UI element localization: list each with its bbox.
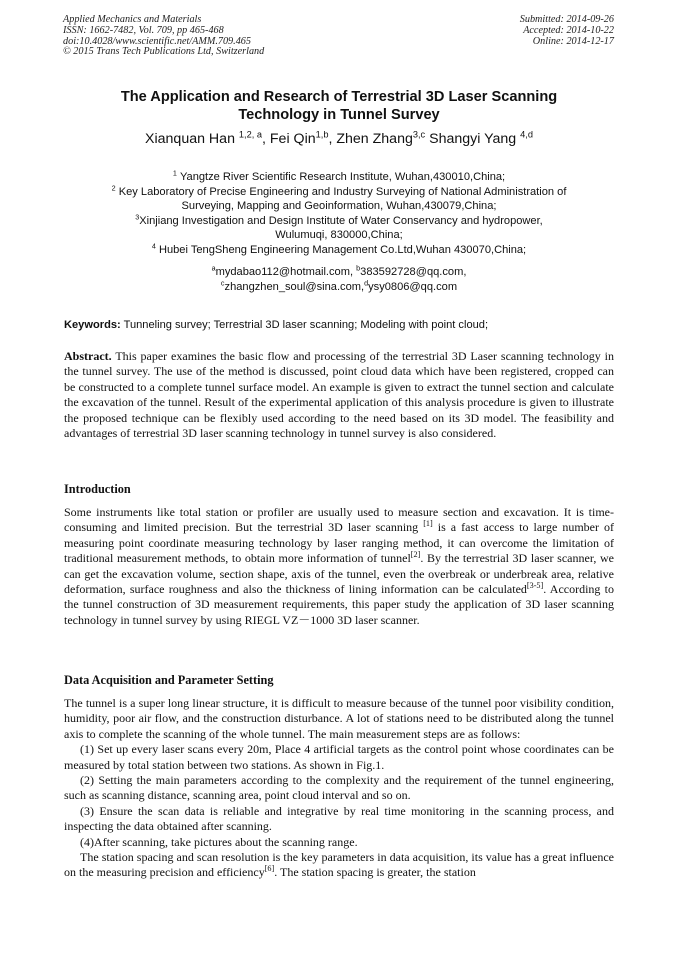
abstract-text: This paper examines the basic flow and processing of the terrestrial 3D Laser scanning technology in the tunnel survey. The use of the method is discussed, point cloud data which have been registered, cropped can be constructed to a complete tunnel surface model. An example is given to extract the tunnel section and calculate the excavation of the tunnel. Result of the experimental application of this analysis procedure is given to illustrate the proposed technique can be flexibly used according to the need based on its 3D model. The feasibility and advantages of terrestrial 3D laser scanning technology in tunnel survey is also considered. — [64, 349, 614, 441]
journal-copyright: © 2015 Trans Tech Publications Ltd, Switzerland — [63, 46, 265, 58]
email-mark: b — [356, 263, 361, 273]
intro-text: . By the terrestrial 3D laser scanner, we can get the excavation volume, section shape, axis of the tunnel, even the overbreak or underbreak area, relative deformation, surface roughness and also the thickness of lining information can be calculated — [64, 551, 614, 597]
accepted-date: Accepted: 2014-10-22 — [523, 24, 614, 36]
author-affiliation-mark: 3,c — [412, 129, 426, 140]
keywords — [64, 318, 624, 332]
email-address: 383592728@qq.com, — [360, 266, 467, 278]
submission-dates — [520, 15, 614, 47]
affiliation-2-cont: Surveying, Mapping and Geoinformation, Wuhan,430079,China; — [181, 200, 497, 213]
title-line-2: Technology in Tunnel Survey — [238, 107, 440, 123]
keywords-text: Tunneling survey; Terrestrial 3D laser scanning; Modeling with point cloud; — [120, 319, 489, 331]
author-name: Zhen Zhang — [336, 131, 413, 147]
affiliation-text: Xinjiang Investigation and Design Institute of Water Conservancy and hydropower, — [139, 214, 543, 227]
email-line-2 — [64, 277, 614, 295]
daq-paragraph: The tunnel is a super long linear structure, it is difficult to measure because of the tunnel poor visibility condition, humidity, poor air flow, and the construction disturbance. A lot of stations need to be distributed along the tunnel axis to complete the scanning of the whole tunnel. The main measurement steps are as follows: — [64, 696, 614, 741]
email-line-1 — [64, 265, 614, 280]
affiliation-1 — [64, 170, 614, 185]
author-name: Fei Qin — [269, 131, 316, 147]
citation: [3-5] — [526, 581, 544, 591]
daq-step-2: (2) Setting the main parameters according to the complexity and the requirement of the tunnel engineering, such as scanning distance, scanning area, point cloud interval and so on. — [64, 773, 614, 803]
introduction-body — [64, 505, 614, 628]
citation: [6] — [264, 864, 275, 874]
journal-info — [63, 15, 264, 58]
introduction-heading: Introduction — [64, 482, 131, 496]
email-address: mydabao112@hotmail.com, — [215, 266, 354, 278]
abstract-label: Abstract. — [64, 349, 112, 363]
paper-title — [60, 88, 618, 124]
author-affiliation-mark: 1,2, a — [238, 129, 262, 140]
keywords-label: Keywords: — [64, 319, 121, 331]
journal-issn: ISSN: 1662-7482, Vol. 709, pp 465-468 — [63, 24, 224, 36]
intro-text: Some instruments like total station or profiler are usually used to measure section and excavation. It is time-consuming and limited precision. But the terrestrial 3D laser scanning — [64, 505, 614, 535]
affiliation-text: Key Laboratory of Precise Engineering and Industry Surveying of National Administration of — [118, 185, 567, 198]
email-mark: c — [220, 277, 225, 287]
email-mark: d — [364, 277, 369, 287]
author-list: Xianquan Han $^{1,2, a}$, Fei Qin$^{1,b}$, Zhen Zhang$^{3,c}$ Shangyi Yang $^{4,d}$ — [145, 129, 533, 147]
email-address: zhangzhen_soul@sina.com, — [224, 280, 365, 293]
intro-text: is a fast access to large number of measuring point coordinate measuring technology by laser ranging method, it can overcome the limitation of traditional measurement methods, to obtain more information of tunnel — [64, 520, 614, 566]
data-acquisition-heading: Data Acquisition and Parameter Setting — [64, 673, 274, 687]
affiliation-mark: 2 — [111, 182, 116, 192]
author-emails — [64, 265, 614, 294]
abstract — [64, 349, 614, 441]
daq-paragraph-2 — [64, 850, 614, 881]
title-line-1: The Application and Research of Terrestrial 3D Laser Scanning — [120, 89, 558, 105]
affiliation-mark: 3 — [135, 212, 140, 222]
data-acquisition-body — [64, 696, 614, 881]
email-mark: a — [211, 263, 216, 273]
email-address: ysy0806@qq.com — [368, 280, 458, 293]
affiliation-3-cont: Wulumuqi, 830000,China; — [275, 229, 403, 242]
author-affiliation-mark: 4,d — [520, 129, 533, 140]
affiliations — [64, 170, 614, 258]
daq-step-4: (4)After scanning, take pictures about the scanning range. — [80, 834, 358, 849]
daq-text: . The station spacing is greater, the station — [274, 865, 476, 880]
author-name: Xianquan Han — [145, 131, 235, 147]
submitted-date: Submitted: 2014-09-26 — [519, 14, 614, 25]
affiliation-text: Hubei TengSheng Engineering Management Co.Ltd,Wuhan 430070,China; — [158, 243, 527, 256]
online-date: Online: 2014-12-17 — [532, 35, 614, 47]
affiliation-mark: 4 — [151, 241, 156, 251]
daq-step-3: (3) Ensure the scan data is reliable and integrative by real time monitoring in the scanning process, and inspecting the data obtained after scanning. — [64, 803, 614, 834]
citation: [2] — [410, 550, 421, 560]
author-affiliation-mark: 1,b — [315, 129, 329, 140]
affiliation-3 — [64, 214, 614, 229]
daq-step-1: (1) Set up every laser scans every 20m, Place 4 artificial targets as the control point whose coordinates can be measured by total station between two stations. As shown in Fig.1. — [64, 742, 614, 772]
affiliation-2 — [64, 182, 614, 200]
affiliation-text: Yangtze River Scientific Research Institute, Wuhan,430010,China; — [179, 171, 506, 183]
author-name: Shangyi Yang — [429, 131, 517, 147]
intro-text: . According to the tunnel construction of 3D measurement requirements, this paper study the application of 3D laser scanning technology in tunnel survey by using RIEGL VZ－1000 3D laser scanner. — [64, 582, 614, 627]
affiliation-mark: 1 — [172, 168, 177, 178]
journal-name: Applied Mechanics and Materials — [63, 14, 202, 25]
citation: [1] — [423, 519, 433, 529]
daq-text: The station spacing and scan resolution is the key parameters in data acquisition, its value has a great influence on the measuring precision and efficiency — [64, 850, 614, 880]
journal-doi: doi:10.4028/www.scientific.net/AMM.709.465 — [63, 35, 251, 47]
affiliation-4 — [64, 243, 614, 258]
